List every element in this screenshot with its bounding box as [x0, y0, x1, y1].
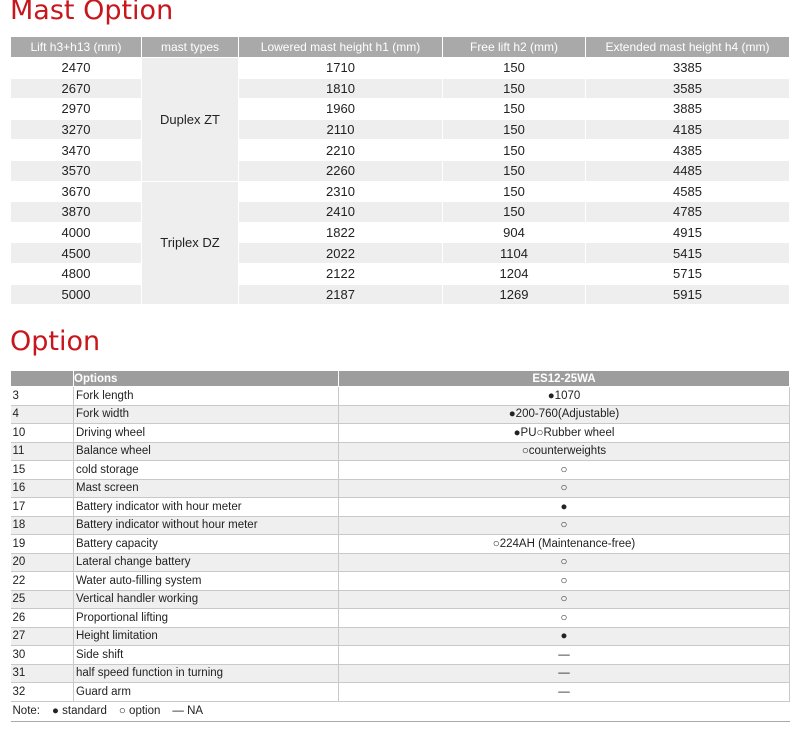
- option-name: Battery indicator with hour meter: [74, 498, 339, 517]
- table-row: [11, 572, 790, 591]
- cell-free-lift: 1269: [443, 284, 586, 305]
- cell-lowered: 2187: [239, 284, 443, 305]
- header-mast-types: mast types: [142, 37, 239, 58]
- table-row: [11, 243, 790, 264]
- option-number: 30: [11, 646, 74, 665]
- mast-option-table: [10, 36, 790, 305]
- table-row: [11, 140, 790, 161]
- cell-lift: 4000: [11, 222, 142, 243]
- table-row: [11, 646, 790, 665]
- option-table: [10, 370, 790, 722]
- option-number: 25: [11, 590, 74, 609]
- option-number: 32: [11, 683, 74, 702]
- option-number: 15: [11, 461, 74, 480]
- table-row: [11, 535, 790, 554]
- table-row: [11, 516, 790, 535]
- option-value: ●: [339, 627, 790, 646]
- cell-lowered: 2210: [239, 140, 443, 161]
- cell-lowered: 1960: [239, 99, 443, 120]
- note-standard: ● standard: [52, 705, 107, 717]
- cell-extended: 4185: [586, 119, 790, 140]
- option-value: ○: [339, 590, 790, 609]
- cell-lowered: 2410: [239, 202, 443, 223]
- cell-extended: 4785: [586, 202, 790, 223]
- cell-lowered: 1822: [239, 222, 443, 243]
- mast-header-row: [11, 37, 790, 58]
- cell-lift: 3270: [11, 119, 142, 140]
- option-value: —: [339, 664, 790, 683]
- cell-lift: 2470: [11, 58, 142, 79]
- cell-lift: 4800: [11, 263, 142, 284]
- option-name: Balance wheel: [74, 442, 339, 461]
- cell-lift: 2670: [11, 78, 142, 99]
- option-name: Lateral change battery: [74, 553, 339, 572]
- option-name: Vertical handler working: [74, 590, 339, 609]
- option-number: 10: [11, 424, 74, 443]
- header-free-lift: Free lift h2 (mm): [443, 37, 586, 58]
- table-row: [11, 284, 790, 305]
- option-name: Battery indicator without hour meter: [74, 516, 339, 535]
- option-name: Water auto-filling system: [74, 572, 339, 591]
- option-number: 27: [11, 627, 74, 646]
- cell-lift: 3870: [11, 202, 142, 223]
- cell-free-lift: 150: [443, 78, 586, 99]
- legend-note: [11, 701, 790, 721]
- option-name: Battery capacity: [74, 535, 339, 554]
- cell-lift: 5000: [11, 284, 142, 305]
- table-row: [11, 160, 790, 181]
- option-value: —: [339, 683, 790, 702]
- mast-type-cell: Duplex ZT: [142, 58, 239, 182]
- cell-lift: 3470: [11, 140, 142, 161]
- option-number: 3: [11, 387, 74, 406]
- option-value: ○: [339, 461, 790, 480]
- option-value: ○: [339, 479, 790, 498]
- option-value: ●200-760(Adjustable): [339, 405, 790, 424]
- option-number: 11: [11, 442, 74, 461]
- header-options: Options: [74, 371, 339, 387]
- option-value: ○counterweights: [339, 442, 790, 461]
- cell-extended: 5715: [586, 263, 790, 284]
- option-number: 26: [11, 609, 74, 628]
- table-row: [11, 387, 790, 406]
- cell-free-lift: 904: [443, 222, 586, 243]
- cell-free-lift: 1104: [443, 243, 586, 264]
- cell-lowered: 2110: [239, 119, 443, 140]
- table-row: [11, 78, 790, 99]
- cell-extended: 3585: [586, 78, 790, 99]
- option-title: Option: [10, 326, 101, 357]
- header-extended-height: Extended mast height h4 (mm): [586, 37, 790, 58]
- cell-free-lift: 150: [443, 181, 586, 202]
- cell-extended: 5415: [586, 243, 790, 264]
- header-model: ES12-25WA: [339, 371, 790, 387]
- note-label: Note:: [12, 705, 40, 717]
- table-row: [11, 99, 790, 120]
- table-row: [11, 424, 790, 443]
- option-value: ○: [339, 609, 790, 628]
- cell-lift: 3670: [11, 181, 142, 202]
- option-value: —: [339, 646, 790, 665]
- option-number: 22: [11, 572, 74, 591]
- table-row: [11, 461, 790, 480]
- option-name: Proportional lifting: [74, 609, 339, 628]
- table-row: [11, 442, 790, 461]
- option-value: ●: [339, 498, 790, 517]
- cell-lift: 4500: [11, 243, 142, 264]
- header-lift: Lift h3+h13 (mm): [11, 37, 142, 58]
- cell-extended: 5915: [586, 284, 790, 305]
- option-number: 17: [11, 498, 74, 517]
- mast-type-cell: Triplex DZ: [142, 181, 239, 305]
- note-row: [11, 701, 790, 721]
- cell-lowered: 2260: [239, 160, 443, 181]
- table-row: [11, 181, 790, 202]
- cell-free-lift: 1204: [443, 263, 586, 284]
- option-name: half speed function in turning: [74, 664, 339, 683]
- table-row: [11, 119, 790, 140]
- option-name: Driving wheel: [74, 424, 339, 443]
- option-name: cold storage: [74, 461, 339, 480]
- option-name: Mast screen: [74, 479, 339, 498]
- table-row: [11, 222, 790, 243]
- option-number: 16: [11, 479, 74, 498]
- option-value: ○: [339, 516, 790, 535]
- table-row: [11, 202, 790, 223]
- cell-free-lift: 150: [443, 202, 586, 223]
- option-name: Guard arm: [74, 683, 339, 702]
- option-name: Fork length: [74, 387, 339, 406]
- table-row: [11, 609, 790, 628]
- cell-extended: 3385: [586, 58, 790, 79]
- cell-lift: 2970: [11, 99, 142, 120]
- option-number: 31: [11, 664, 74, 683]
- option-number: 18: [11, 516, 74, 535]
- table-row: [11, 405, 790, 424]
- cell-lowered: 2122: [239, 263, 443, 284]
- cell-lowered: 1710: [239, 58, 443, 79]
- table-row: [11, 263, 790, 284]
- cell-extended: 4385: [586, 140, 790, 161]
- cell-extended: 4915: [586, 222, 790, 243]
- header-number: [11, 371, 74, 387]
- cell-extended: 4485: [586, 160, 790, 181]
- option-number: 20: [11, 553, 74, 572]
- cell-free-lift: 150: [443, 58, 586, 79]
- option-name: Side shift: [74, 646, 339, 665]
- cell-free-lift: 150: [443, 119, 586, 140]
- option-value: ●PU○Rubber wheel: [339, 424, 790, 443]
- note-na: — NA: [172, 705, 204, 717]
- option-value: ○224AH (Maintenance-free): [339, 535, 790, 554]
- table-row: [11, 553, 790, 572]
- table-row: [11, 683, 790, 702]
- cell-free-lift: 150: [443, 140, 586, 161]
- header-lowered-height: Lowered mast height h1 (mm): [239, 37, 443, 58]
- table-row: [11, 58, 790, 79]
- cell-free-lift: 150: [443, 99, 586, 120]
- option-number: 19: [11, 535, 74, 554]
- option-number: 4: [11, 405, 74, 424]
- table-row: [11, 627, 790, 646]
- cell-lowered: 2310: [239, 181, 443, 202]
- table-row: [11, 664, 790, 683]
- option-header-row: [11, 371, 790, 387]
- cell-extended: 3885: [586, 99, 790, 120]
- table-row: [11, 590, 790, 609]
- cell-free-lift: 150: [443, 160, 586, 181]
- cell-lowered: 1810: [239, 78, 443, 99]
- table-row: [11, 479, 790, 498]
- option-name: Height limitation: [74, 627, 339, 646]
- cell-lift: 3570: [11, 160, 142, 181]
- note-option: ○ option: [118, 705, 161, 717]
- option-value: ●1070: [339, 387, 790, 406]
- table-row: [11, 498, 790, 517]
- option-value: ○: [339, 572, 790, 591]
- option-name: Fork width: [74, 405, 339, 424]
- mast-option-title: Mast Option: [10, 0, 174, 26]
- cell-extended: 4585: [586, 181, 790, 202]
- cell-lowered: 2022: [239, 243, 443, 264]
- option-value: ○: [339, 553, 790, 572]
